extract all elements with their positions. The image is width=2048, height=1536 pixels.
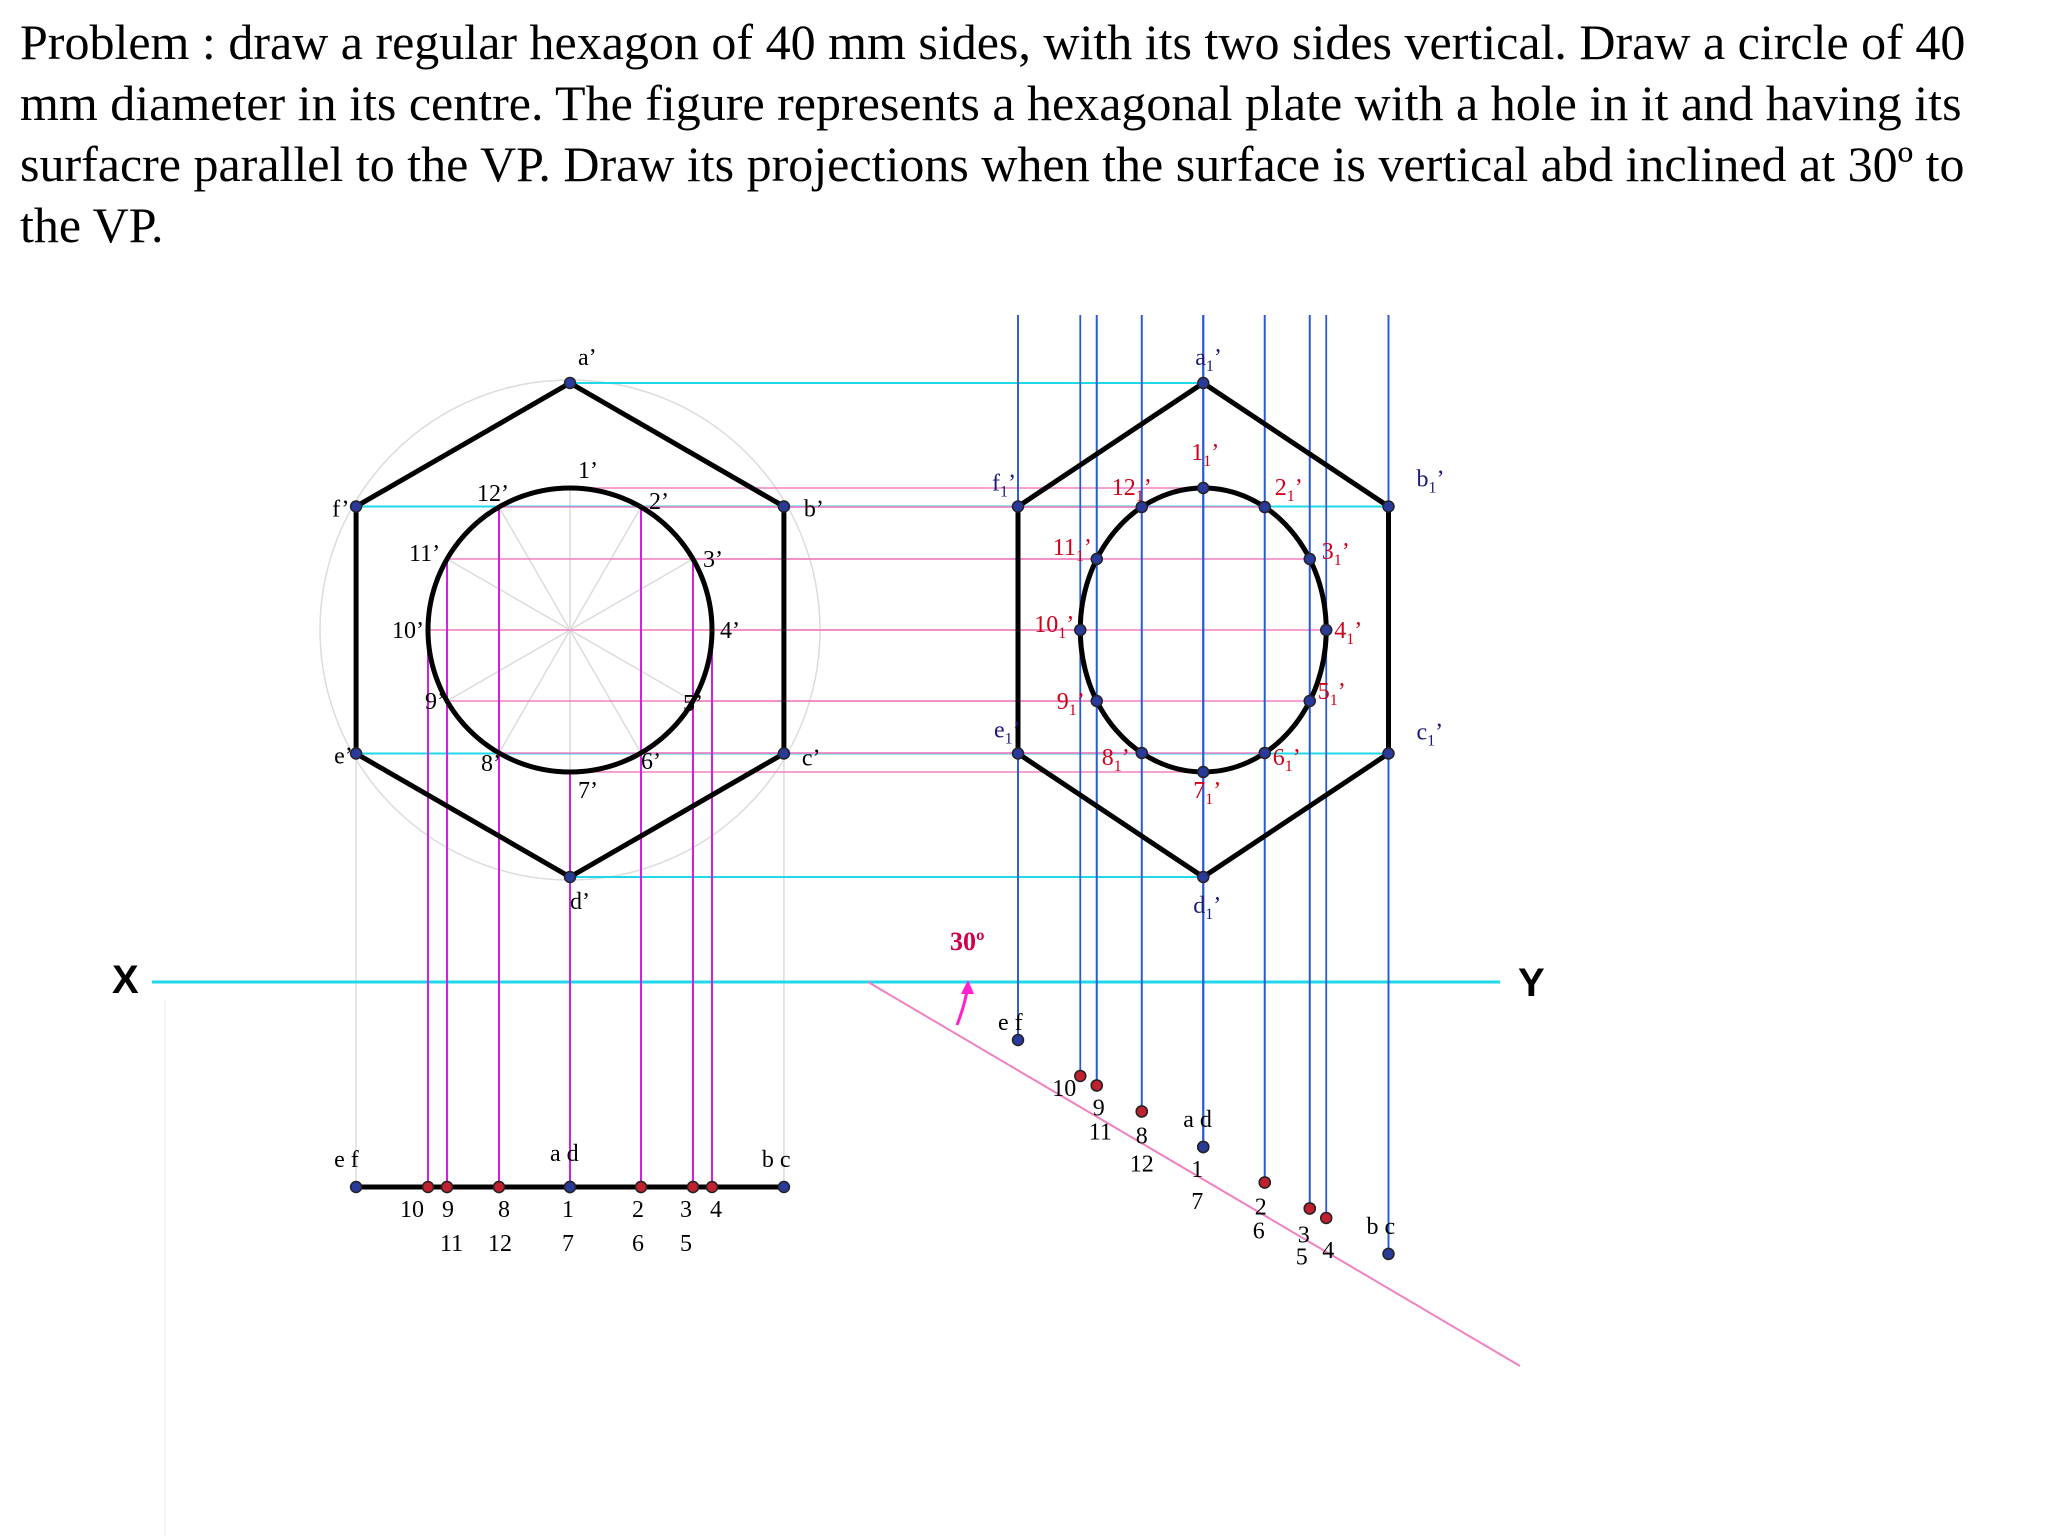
vertex-points [351,378,1394,1260]
front-hole-label: 4’ [720,618,740,644]
x-axis-label: X [112,958,139,1002]
inclined-hole-point [1091,696,1102,707]
front-corner-label: b’ [803,496,824,523]
inclined-top-point [1259,1177,1270,1188]
inclined-hole-label: $4_1$’ [1334,618,1363,648]
inclined-corner-point [1383,501,1394,512]
inclined-top-end-point [1198,1141,1209,1152]
top-upper-label: 10 [400,1197,424,1223]
inclined-top-point [1075,1070,1086,1081]
inclined-top-point-label: 1 [1191,1156,1204,1183]
y-axis-label: Y [1518,961,1545,1005]
inclined-hole-label: $3_1$’ [1321,539,1350,569]
top-hole-point [442,1182,453,1193]
inclined-corner-point [1198,378,1209,389]
top-end-label: b c [761,1147,791,1173]
top-lower-label: 12 [488,1231,512,1257]
inclined-corner-label: $f_1$’ [992,470,1016,501]
top-upper-label: 9 [442,1197,454,1223]
inclined-hole-label: $1_1$’ [1191,440,1220,470]
top-lower-label: 11 [440,1231,464,1257]
inclined-hole-point [1075,625,1086,636]
inclined-corner-label: $a_1$’ [1195,345,1222,375]
inclined-hole-point [1198,483,1209,494]
inclined-hole-point [1304,696,1315,707]
top-lower-label: 5 [680,1231,692,1257]
inclined-top-point [1304,1203,1315,1214]
inclined-hole-label: $7_1$’ [1193,778,1222,808]
top-hole-point [707,1182,718,1193]
inclined-hole-point [1259,502,1270,513]
inclined-top-point-label: 10 [1052,1075,1077,1102]
inclined-top-end-label: e f [998,1010,1023,1036]
front-hole-label: 11’ [409,541,441,567]
top-end-label: e f [334,1147,359,1173]
front-hole-label: 12’ [477,481,509,508]
outline-shapes [356,383,1388,1187]
front-corner-point [351,501,362,512]
front-hole-label: 6’ [641,748,661,775]
front-corner-label: a’ [578,345,597,371]
top-end-point [351,1182,362,1193]
inclined-top-end-label: a d [1183,1106,1212,1133]
inclined-corner-label: $d_1$’ [1193,893,1222,923]
top-end-label: a d [550,1141,579,1167]
inclined-hole-point [1198,767,1209,778]
front-corner-point [565,378,576,389]
inclined-hole-label: $10_1$’ [1034,612,1075,642]
front-hole-label: 8’ [481,750,501,777]
top-upper-label: 2 [632,1197,644,1223]
top-hole-point [494,1182,505,1193]
inclined-corner-label: $c_1$’ [1416,719,1444,750]
inclined-hole-label: $6_1$’ [1272,744,1301,775]
front-hole-label: 1’ [578,458,598,484]
inclined-hole-label: $11_1$’ [1052,535,1092,565]
inclined-top-point-label: 9 [1092,1095,1105,1122]
front-corner-point [565,872,576,883]
inclined-corner-label: $e_1$’ [994,717,1021,748]
inclined-top-end-label: b c [1366,1213,1396,1240]
inclined-top-point-label: 5 [1295,1244,1308,1271]
problem-statement: Problem : draw a regular hexagon of 40 mm sides, with its two sides vertical. Draw a circle of 40 mm diameter in its centre. The figure represents a hexagonal plate with a hole in it and having its surfacre parallel to the VP. Draw its projections when the surface is vertical abd inclined at 30º to the VP. [20,14,1966,253]
front-hole-label: 5’ [682,691,703,717]
inclined-top-point-label: 6 [1252,1218,1265,1245]
inclined-corner-point [1198,872,1209,883]
inclined-hole-label: $12_1$’ [1111,475,1152,506]
front-hole-label: 9’ [425,689,446,715]
inclined-hole-point [1304,554,1315,565]
inclined-top-point [1321,1212,1332,1223]
inclined-hole-label: $8_1$’ [1101,744,1130,775]
inclined-top-point-label: 2 [1254,1194,1267,1221]
inclined-corner-point [1013,501,1024,512]
inclined-top-point-label: 12 [1129,1151,1154,1178]
inclined-top-point-label: 4 [1322,1237,1335,1264]
top-hole-point [687,1182,698,1193]
front-hole-label: 2’ [649,489,669,516]
front-hole-label: 10’ [392,618,424,644]
inclined-top-point [1136,1106,1147,1117]
inclined-top-point-label: 7 [1191,1188,1204,1215]
top-hole-point [636,1182,647,1193]
front-corner-point [778,748,789,759]
inclined-hole-point [1321,625,1332,636]
top-centre-point [565,1182,576,1193]
inclined-hole-point [1259,747,1270,758]
top-hole-point [423,1182,434,1193]
inclined-hole-point [1091,554,1102,565]
top-upper-label: 4 [710,1197,722,1223]
top-upper-label: 1 [562,1197,574,1223]
inclined-hole-point [1136,747,1147,758]
inclined-top-point [1091,1080,1102,1091]
front-corner-label: c’ [801,745,821,772]
angle-label: 30º [950,927,985,956]
front-hole-label: 3’ [702,547,723,573]
inclined-corner-label: $b_1$’ [1416,466,1445,497]
front-hole-label: 7’ [578,778,598,804]
front-corner-label: f’ [332,496,350,523]
top-lower-label: 6 [632,1231,644,1257]
inclined-top-end-point [1013,1035,1024,1046]
front-corner-point [778,501,789,512]
inclined-hole-label: $5_1$’ [1317,679,1346,709]
inclined-top-point-label: 11 [1088,1119,1112,1146]
top-upper-label: 8 [498,1197,510,1223]
front-corner-label: e’ [334,743,353,770]
top-lower-label: 7 [562,1231,574,1257]
front-corner-label: d’ [570,889,590,915]
inclined-top-point-label: 3 [1297,1222,1310,1249]
top-end-point [778,1182,789,1193]
inclined-hole-label: $2_1$’ [1274,475,1303,506]
inclined-top-end-point [1383,1248,1394,1259]
inclined-hole-label: $9_1$’ [1056,689,1085,719]
inclined-corner-point [1383,748,1394,759]
top-upper-label: 3 [680,1197,692,1223]
inclined-top-point-label: 8 [1135,1123,1148,1150]
inclined-corner-point [1013,748,1024,759]
